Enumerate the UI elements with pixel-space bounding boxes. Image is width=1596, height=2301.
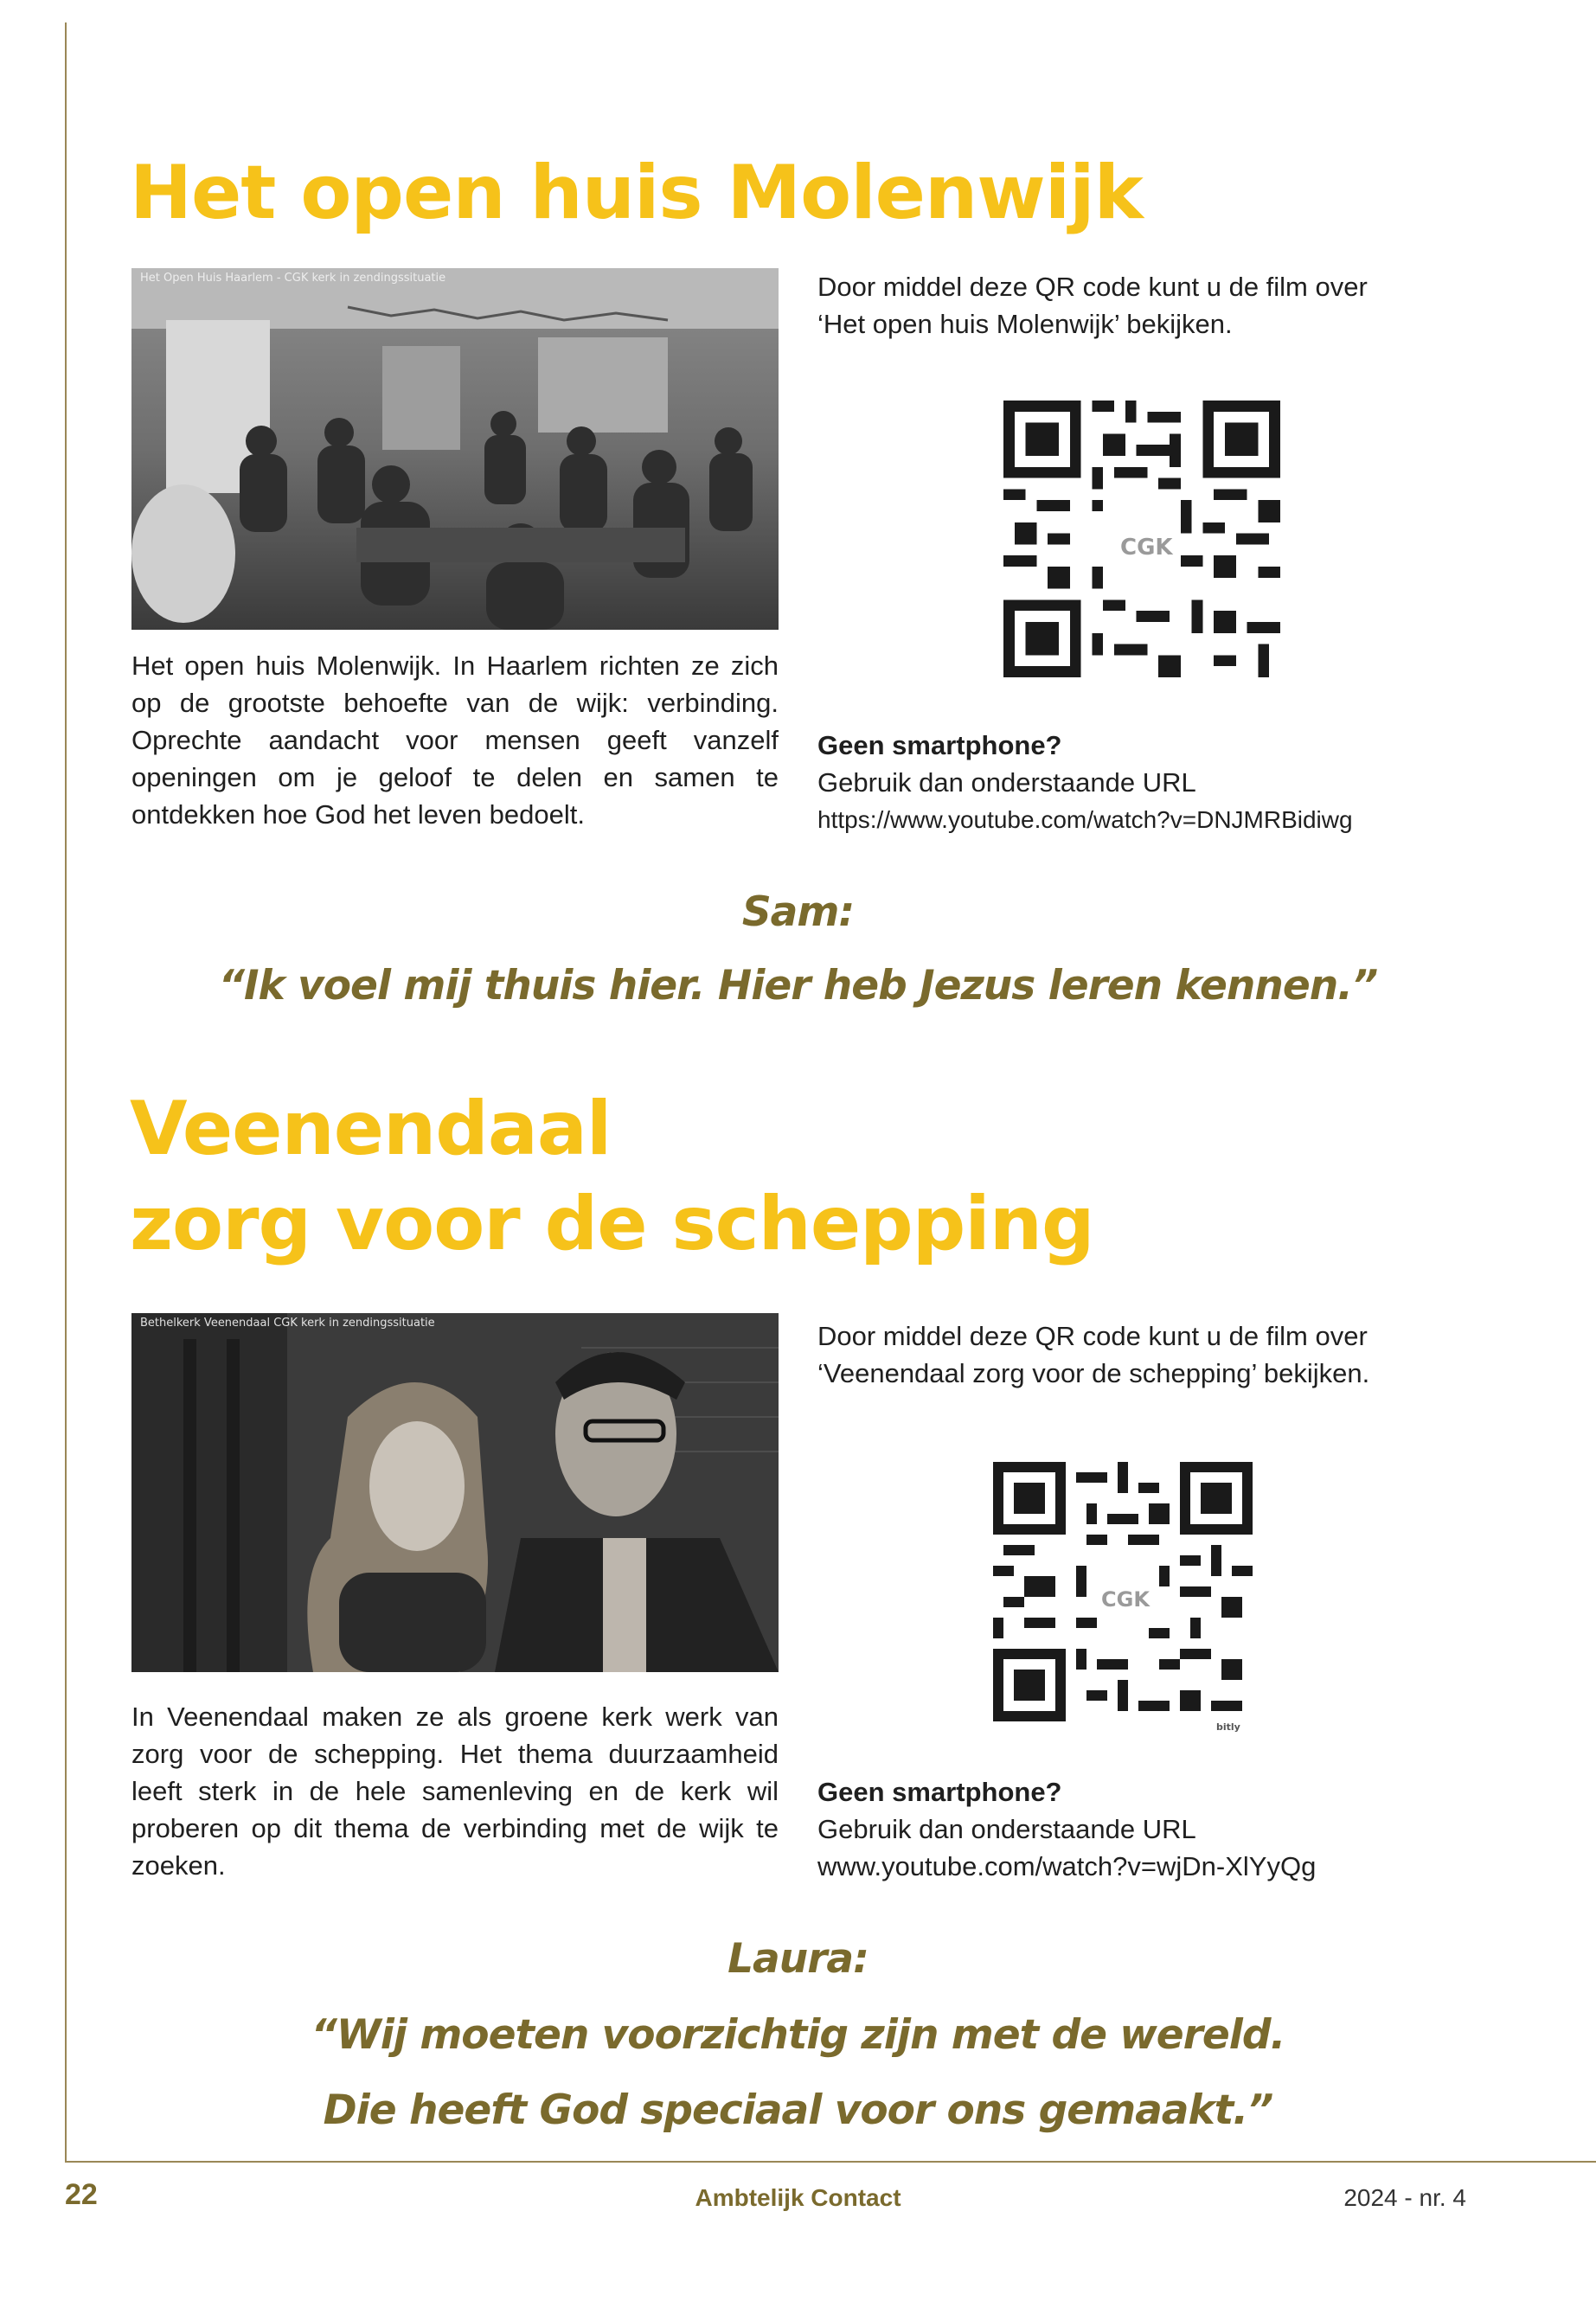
section1-no-smartphone-text: Gebruik dan onderstaande URL bbox=[817, 767, 1196, 798]
section1-video-url[interactable]: https://www.youtube.com/watch?v=DNJMRBidiwg bbox=[817, 806, 1353, 833]
section2-quote-name: Laura: bbox=[727, 1935, 869, 1983]
section1-quote-name: Sam: bbox=[741, 888, 855, 936]
section2-photo bbox=[131, 1313, 779, 1672]
section1-photo-caption: Het Open Huis Haarlem - CGK kerk in zendingssituatie bbox=[140, 272, 446, 285]
section1-photo-image bbox=[131, 268, 779, 630]
section2-quote-line2: Die heeft God speciaal voor ons gemaakt.” bbox=[323, 2086, 1273, 2134]
section2-qr-brand: bitly bbox=[1216, 1721, 1240, 1733]
section2-no-smartphone-text: Gebruik dan onderstaande URL bbox=[817, 1814, 1196, 1844]
section2-body: In Veenendaal maken ze als groene kerk werk van zorg voor de schepping. Het thema duurzaamheid leeft sterk in de hele samenleving en de kerk wil proberen op dit thema de verbinding met de wijk te zoeken. bbox=[131, 1702, 779, 1881]
section1-title-text: Het open huis Molenwijk bbox=[130, 150, 1143, 236]
section2-title-line2: zorg voor de schepping bbox=[130, 1181, 1094, 1267]
section2-no-smartphone bbox=[817, 1773, 1509, 1885]
section1-qr-intro-line1: Door middel deze QR code kunt u de film over bbox=[817, 272, 1368, 302]
section2-photo-image bbox=[131, 1313, 779, 1672]
section2-qr-intro-line2: ‘Veenendaal zorg voor de schepping’ bekijken. bbox=[817, 1358, 1370, 1388]
section1-qr-code[interactable] bbox=[1003, 401, 1280, 682]
section1-no-smartphone bbox=[817, 727, 1509, 838]
section2-title-line1: Veenendaal bbox=[130, 1086, 612, 1172]
section2-qr-intro-line1: Door middel deze QR code kunt u de film over bbox=[817, 1321, 1368, 1351]
section1-qr-intro-line2: ‘Het open huis Molenwijk’ bekijken. bbox=[817, 309, 1233, 339]
footer-rule bbox=[65, 2161, 1596, 2163]
section1-no-smartphone-heading: Geen smartphone? bbox=[817, 730, 1062, 760]
section2-qr-intro bbox=[817, 1317, 1475, 1392]
section2-quote-line1: “Wij moeten voorzichtig zijn met de wereld. bbox=[311, 2011, 1285, 2059]
section1-body: Het open huis Molenwijk. In Haarlem richten ze zich op de grootste behoefte van de wijk: verbinding. Oprechte aandacht voor mensen geeft vanzelf openingen om je geloof te delen en samen te ontdekken hoe God het leven bedoelt. bbox=[131, 651, 779, 830]
section2-title bbox=[130, 1081, 1094, 1272]
section1-photo bbox=[131, 268, 779, 630]
section2-video-url[interactable]: www.youtube.com/watch?v=wjDn-XlYyQg bbox=[817, 1851, 1317, 1881]
section1-quote: “Ik voel mij thuis hier. Hier heb Jezus leren kennen.” bbox=[218, 962, 1378, 1009]
issue-number: 2024 - nr. 4 bbox=[1343, 2184, 1466, 2211]
magazine-name: Ambtelijk Contact bbox=[695, 2184, 901, 2211]
section2-no-smartphone-heading: Geen smartphone? bbox=[817, 1777, 1062, 1807]
section2-qr-logo: CGK bbox=[1101, 1587, 1150, 1612]
section1-qr-logo: CGK bbox=[1120, 535, 1173, 561]
section2-photo-caption: Bethelkerk Veenendaal CGK kerk in zendingssituatie bbox=[140, 1317, 435, 1330]
page-number: 22 bbox=[65, 2178, 98, 2211]
left-margin-rule bbox=[65, 22, 67, 2163]
section1-qr-intro bbox=[817, 268, 1475, 343]
section2-qr-code[interactable] bbox=[993, 1462, 1253, 1733]
section1-title bbox=[130, 145, 1143, 240]
